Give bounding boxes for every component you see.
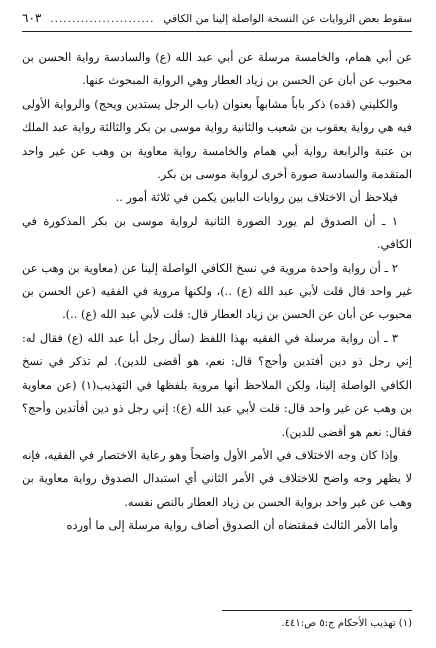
chapter-title: سقوط بعض الروايات عن النسخة الواصلة إلينا من الكافي (163, 13, 412, 25)
paragraph: ٣ ـ أن رواية مرسلة في الفقيه بهذا اللفظ (سأل رجل أبا عبد الله (ع) فقال له: إني رجل ذو دين أفتدين وأحج؟ قال: نعم، هو أقضى للدين). لم تذكر في نسخ الكافي الواصلة إلينا، ولكن الملاحظ أنها مروية بلفظها في التهذيب(١) (عن معاوية بن وهب عن غير واحد قال: قلت لأبي عبد الله (ع): إني رجل ذو دين أفأتدين وأحج؟ فقال: نعم هو أقضى للدين). (22, 330, 412, 439)
paragraph: ١ ـ أن الصدوق لم يورد الصورة الثانية لرواية موسى بن بكر المذكورة في الكافي. (22, 213, 412, 252)
paragraph: عن أبي همام، والخامسة مرسلة عن أبي عبد الله (ع) والسادسة رواية الحسن بن محبوب عن أبان عن الحسن بن زياد العطار وهي الرواية المبحوث عنها. (22, 50, 412, 88)
footnote: (١) تهذيب الأحكام ج:٥ ص:٤٤١. (281, 618, 412, 629)
paragraph: وإذا كان وجه الاختلاف في الأمر الأول واضحاً وهو رعاية الاختصار في الفقيه، فإنه لا يظهر وجه واضح للاختلاف في الأمر الثاني أي استبدال الصدوق رواية معاوية بن وهب عن غير واحد برواية الحسن بن زياد العطار بالنص نفسه. (22, 447, 412, 509)
page-number: ٦٠٣ (22, 11, 42, 25)
paragraph: وأما الأمر الثالث فمقتضاه أن الصدوق أضاف رواية مرسلة إلى ما أورده (66, 518, 398, 533)
paragraph: فيلاحظ أن الاختلاف بين روايات البابين يكمن في ثلاثة أمور .. (115, 190, 398, 205)
running-header (22, 10, 412, 32)
body-text (22, 46, 412, 538)
paragraph: ٢ ـ أن رواية واحدة مروية في نسخ الكافي الواصلة إلينا عن (معاوية بن وهب عن غير واحد قال قلت لأبي عبد الله (ع) ..)، ولكنها مروية في الفقيه (عن الحسن بن محبوب عن أبان عن الحسن بن زياد العطار قال: قلت لأبي عبد الله (ع) ..). (22, 260, 412, 322)
footnote-separator (222, 610, 412, 611)
header-dot-leader: ........................ (50, 13, 155, 25)
paragraph: والكليني (قده) ذكر باباً مشابهاً بعنوان (باب الرجل يستدين ويحج) والرواية الأولى فيه هي رواية يعقوب بن شعيب والثانية رواية موسى بن بكر والثالثة رواية عبد الملك بن عتبة والرابعة رواية أبي همام والخامسة رواية معاوية بن وهب عن غير واحد المتقدمة والسادسة صورة أخرى لرواية موسى بن بكر. (22, 96, 412, 182)
